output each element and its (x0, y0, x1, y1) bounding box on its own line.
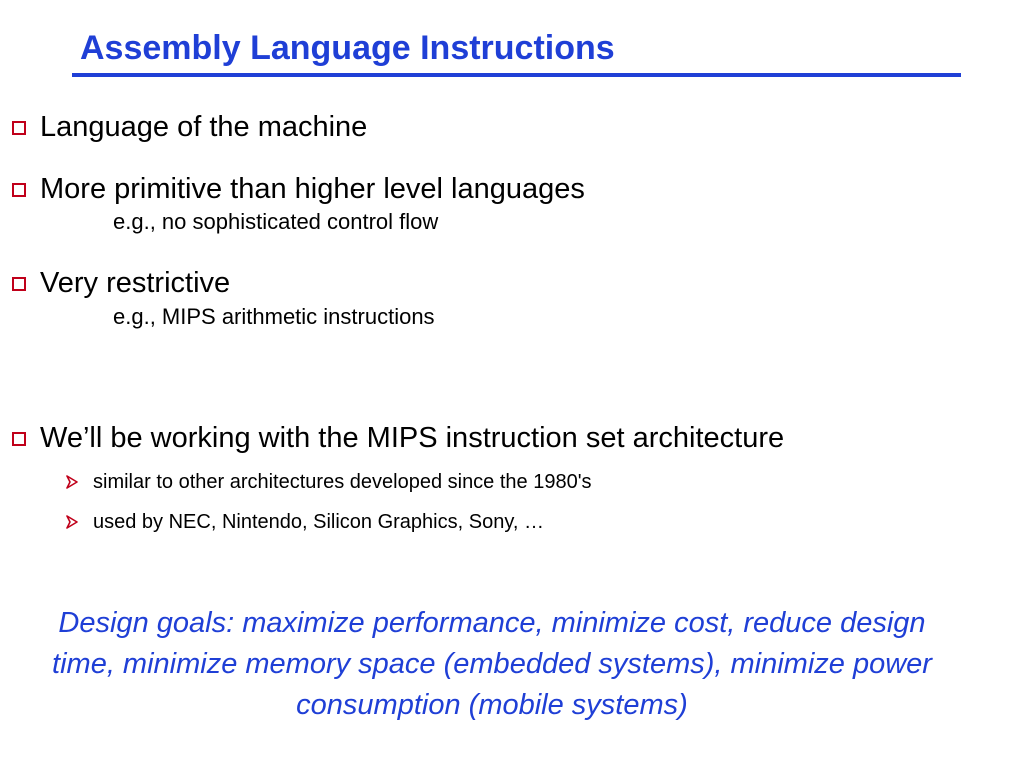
title-underline (72, 73, 961, 77)
arrowhead-icon (66, 515, 78, 529)
bullet-item (12, 110, 367, 144)
bullet-item (12, 172, 585, 206)
bullet-item (12, 421, 784, 455)
bullet-example: e.g., MIPS arithmetic instructions (113, 304, 435, 329)
design-goals-text: Design goals: maximize performance, minimize cost, reduce design time, minimize memory space (embedded systems), minimize power consumption (mobile systems) (52, 607, 932, 721)
bullet-item (12, 266, 230, 300)
checkbox-square-icon (12, 432, 26, 446)
bullet-text: We’ll be working with the MIPS instruction set architecture (40, 422, 785, 454)
sub-bullet-item (66, 469, 592, 495)
slide-title: Assembly Language Instructions (80, 29, 615, 67)
arrowhead-icon (66, 475, 78, 489)
checkbox-square-icon (12, 183, 26, 197)
checkbox-square-icon (12, 277, 26, 291)
bullet-text: Very restrictive (40, 267, 231, 299)
sub-bullet-text: similar to other architectures developed since the 1980's (93, 471, 592, 493)
bullet-example: e.g., no sophisticated control flow (113, 209, 439, 234)
sub-bullet-text: used by NEC, Nintendo, Silicon Graphics, Sony, … (93, 511, 544, 533)
bullet-text: Language of the machine (40, 111, 368, 143)
bullet-text: More primitive than higher level languages (40, 173, 585, 205)
checkbox-square-icon (12, 121, 26, 135)
sub-bullet-item (66, 509, 544, 535)
